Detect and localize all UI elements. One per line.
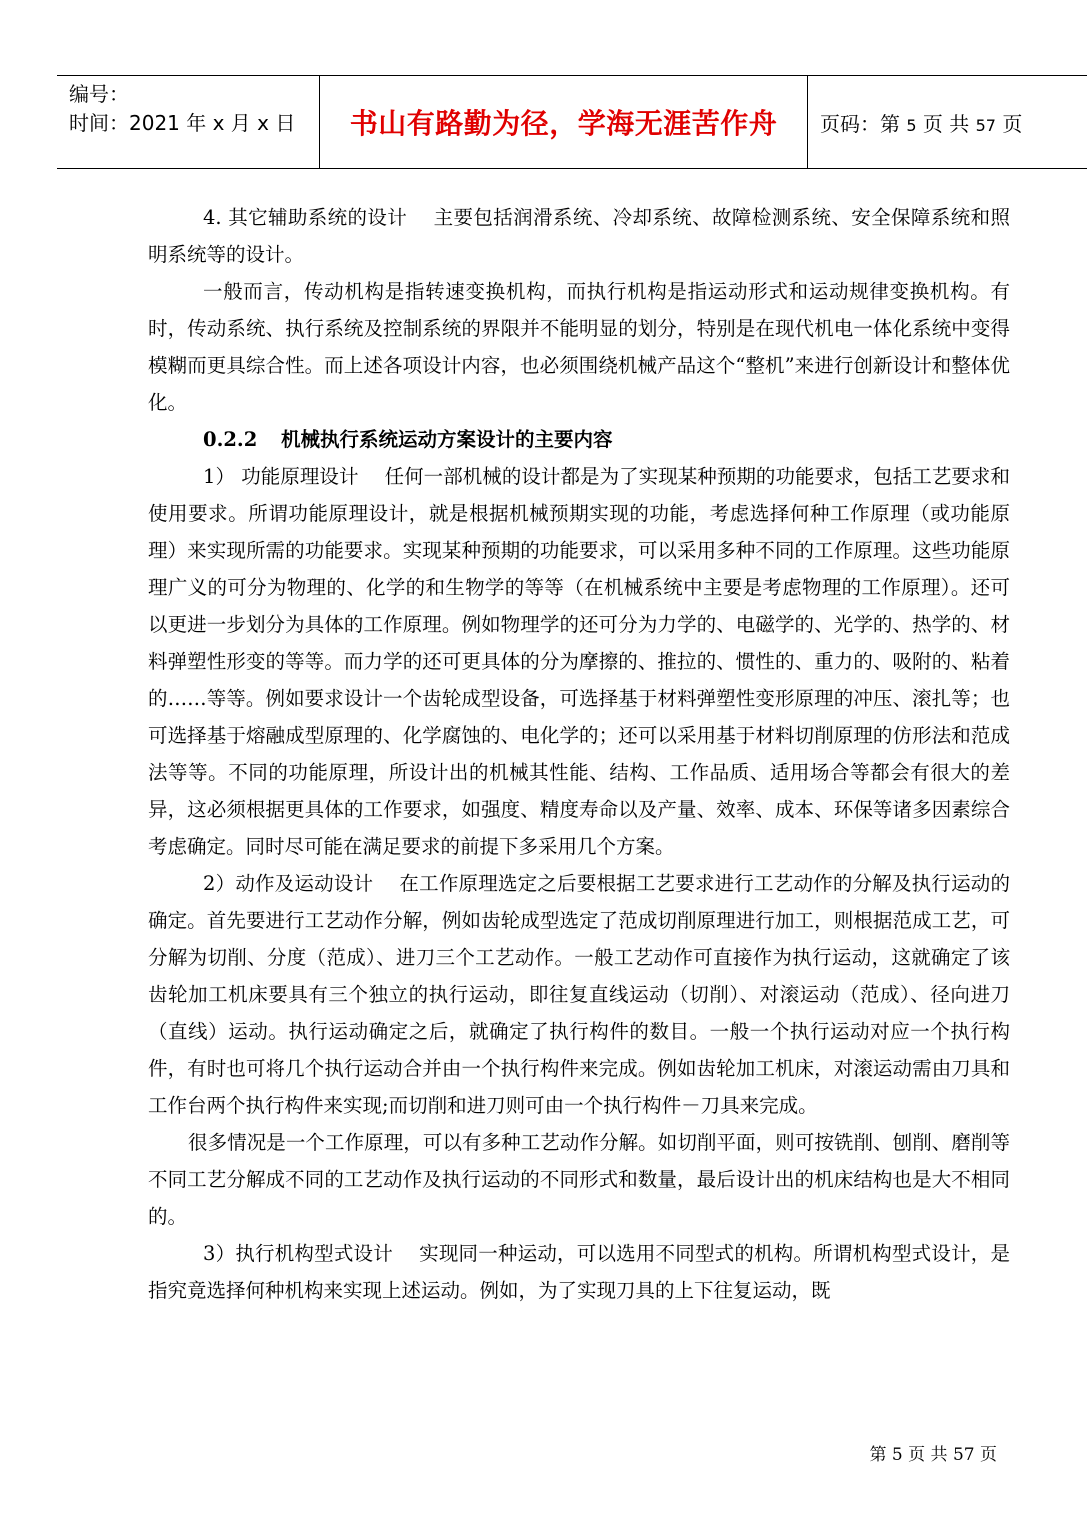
page-prefix: 页码：第 [820, 111, 900, 136]
page-total: 57 [975, 115, 996, 135]
item-lead: 功能原理设计 [241, 465, 359, 488]
page-footer: 第 5 页 共 57 页 [869, 1445, 997, 1465]
item-text: 实现同一种运动，可以选用不同型式的机构。所谓机构型式设计，是指究竟选择何种机构来实现上述运动。例如，为了实现刀具的上下往复运动，既 [148, 1242, 1010, 1302]
paragraph-motion-design [148, 865, 1010, 1124]
section-title: 机械执行系统运动方案设计的主要内容 [281, 428, 613, 451]
item-number: 1） [203, 465, 235, 488]
serial-label: 编号： [69, 82, 129, 106]
page-indicator [820, 108, 1022, 137]
paragraph-lead: 4. 其它辅助系统的设计 [203, 206, 408, 229]
item-number: 3） [203, 1242, 236, 1265]
motto-text: 书山有路勤为径，学海无涯苦作舟 [349, 107, 778, 140]
paragraph-mechanism-type [148, 1235, 1010, 1309]
paragraph-auxiliary-systems [148, 199, 1010, 273]
paragraph-mechanism-definition: 一般而言，传动机构是指转速变换机构，而执行机构是指运动形式和运动规律变换机构。有时，传动系统、执行系统及控制系统的界限并不能明显的划分，特别是在现代机电一体化系统中变得模糊而更具综合性。而上述各项设计内容，也必须围绕机械产品这个“整机”来进行创新设计和整体优化。 [148, 280, 1010, 414]
time-label: 时间：2021 年 x 月 x 日 [69, 111, 296, 135]
paragraph-process-decomposition: 很多情况是一个工作原理，可以有多种工艺动作分解。如切削平面，则可按铣削、刨削、磨削等不同工艺分解成不同的工艺动作及执行运动的不同形式和数量，最后设计出的机床结构也是大不相同的。 [148, 1131, 1010, 1228]
page-mid: 页 共 [922, 111, 970, 136]
item-lead: 执行机构型式设计 [235, 1242, 393, 1265]
paragraph-function-principle [148, 458, 1010, 865]
item-text: 任何一部机械的设计都是为了实现某种预期的功能要求，包括工艺要求和使用要求。所谓功能原理设计，就是根据机械预期实现的功能，考虑选择何种工作原理（或功能原理）来实现所需的功能要求。实现某种预期的功能要求，可以采用多种不同的工作原理。这些功能原理广义的可分为物理的、化学的和生物学的等等（在机械系统中主要是考虑物理的工作原理）。还可以更进一步划分为具体的工作原理。例如物理学的还可分为力学的、电磁学的、光学的、热学的、材料弹塑性形变的等等。而力学的还可更具体的分为摩擦的、推拉的、惯性的、重力的、吸附的、粘着的……等等。例如要求设计一个齿轮成型设备，可选择基于材料弹塑性变形原理的冲压、滚扎等；也可选择基于熔融成型原理的、化学腐蚀的、电化学的；还可以采用基于材料切削原理的仿形法和范成法等等。不同的功能原理，所设计出的机械其性能、结构、工作品质、适用场合等都会有很大的差异，这必须根据更具体的工作要求，如强度、精度寿命以及产量、效率、成本、环保等诸多因素综合考虑确定。同时尽可能在满足要求的前提下多采用几个方案。 [148, 465, 1010, 858]
item-lead: 动作及运动设计 [235, 872, 374, 895]
header-page-cell [808, 76, 1087, 168]
page-header [57, 75, 1087, 169]
item-number: 2） [203, 872, 236, 895]
page-suffix: 页 [1002, 111, 1023, 136]
section-number: 0.2.2 [203, 428, 258, 451]
paragraph-text: 主要包括润滑系统、冷却系统、故障检测系统、安全保障系统和照明系统等的设计。 [148, 206, 1010, 266]
document-body [148, 199, 1010, 1309]
header-motto-cell [320, 76, 808, 168]
header-meta-cell [57, 76, 320, 168]
page-number: 5 [906, 115, 917, 135]
item-text: 在工作原理选定之后要根据工艺要求进行工艺动作的分解及执行运动的确定。首先要进行工艺动作分解，例如齿轮成型选定了范成切削原理进行加工，则根据范成工艺，可分解为切削、分度（范成）、进刀三个工艺动作。一般工艺动作可直接作为执行运动，这就确定了该齿轮加工机床要具有三个独立的执行运动，即往复直线运动（切削）、对滚运动（范成）、径向进刀（直线）运动。执行运动确定之后，就确定了执行构件的数目。一般一个执行运动对应一个执行构件，有时也可将几个执行运动合并由一个执行构件来完成。例如齿轮加工机床，对滚运动需由刀具和工作台两个执行构件来实现;而切削和进刀则可由一个执行构件－刀具来完成。 [148, 872, 1010, 1117]
section-heading [148, 421, 1010, 458]
